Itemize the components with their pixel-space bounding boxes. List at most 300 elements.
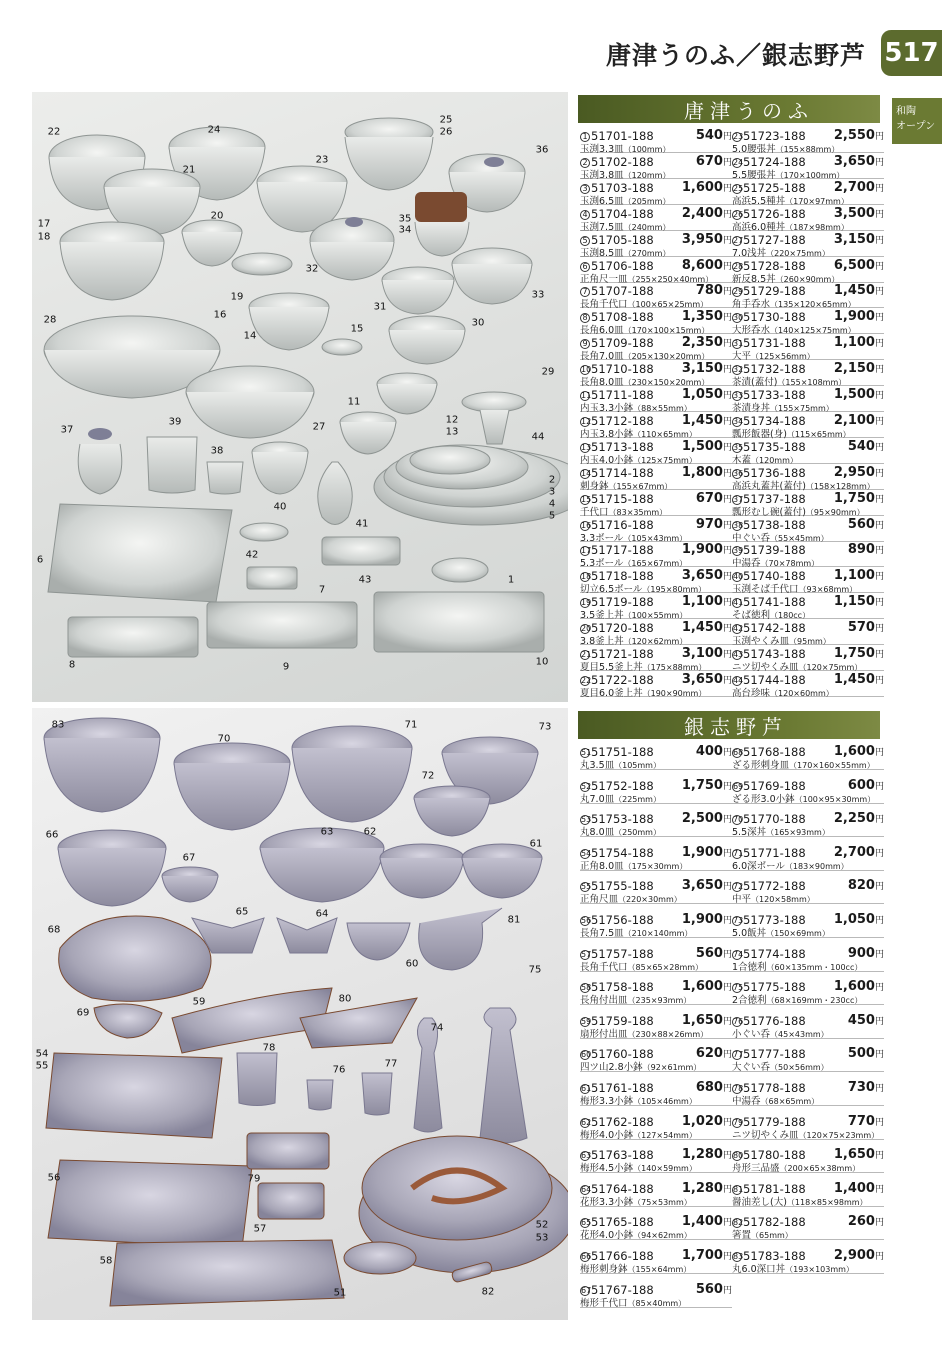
price-unit: 円 [874,848,884,859]
price-value: 620 [695,1046,723,1062]
product-item [580,1046,732,1072]
product-dimensions: （105×43mm） [623,533,688,543]
product-item [580,1214,732,1240]
product-index: 62 [581,1117,592,1127]
price-value: 1,650 [681,1012,723,1028]
product-number: 51709-188 [591,336,654,351]
product-number: 51760-188 [591,1047,654,1062]
price-unit: 円 [722,157,732,168]
price-value: 2,950 [833,464,875,480]
product-name: 刺身鉢 [580,480,609,492]
product-index: 72 [733,882,744,892]
product-index: 21 [581,650,592,659]
price-unit: 円 [722,442,732,453]
photo-reference-number: 5 [548,510,556,522]
product-name: 長角6.0皿 [580,325,624,337]
photo-reference-number: 16 [213,309,227,321]
product-dimensions: （70×78mm） [760,559,820,569]
product-number: 51737-188 [743,491,806,506]
product-number: 51762-188 [591,1114,654,1129]
price-value: 1,150 [833,594,875,610]
product-number: 51731-188 [743,336,806,351]
photo-reference-number: 20 [210,210,224,222]
product-description [732,659,862,673]
product-item [580,232,732,257]
product-description [732,322,856,336]
photo-reference-number: 58 [99,1255,113,1267]
product-name: 内玉4.0小鉢 [580,454,634,466]
product-description [732,1026,829,1040]
product-description [580,1026,708,1040]
price-value: 1,750 [833,646,875,661]
product-description [580,167,670,181]
photo-reference-number: 79 [247,1173,261,1185]
photo-reference-number: 64 [315,908,329,920]
price-unit: 円 [722,598,732,609]
price-unit: 円 [722,949,732,960]
product-name: 花形4.0小鉢 [580,1230,634,1242]
product-number: 51738-188 [743,517,806,532]
photo-reference-number: 3 [548,486,556,498]
product-number: 51751-188 [591,745,654,759]
side-tab-line2: オープン [896,121,936,132]
product-name: 長角千代口 [580,299,628,311]
product-price [834,811,884,826]
price-value: 1,600 [833,979,875,995]
price-unit: 円 [874,1084,884,1094]
price-unit: 円 [874,209,884,220]
price-unit: 円 [722,520,732,531]
product-dimensions: （135×120×65mm） [770,300,856,310]
product-name: 木蓋 [732,454,752,466]
price-unit: 円 [874,468,884,479]
product-index: 12 [581,416,592,426]
product-number: 51725-188 [743,180,806,195]
price-value: 2,550 [833,128,875,143]
product-item [580,811,732,837]
product-number: 51704-188 [591,206,654,221]
product-number: 51730-188 [743,310,806,325]
product-index: 3 [580,184,590,194]
product-name: 高浜5.5種丼 [732,195,786,207]
price-unit: 円 [874,494,884,505]
price-unit: 円 [874,313,884,324]
product-name: 夏目6.0釜上丼 [580,687,643,699]
product-number: 51766-188 [591,1249,654,1263]
photo-reference-number: 29 [541,366,555,378]
product-number: 51763-188 [591,1148,654,1163]
photo-reference-number: 4 [548,498,556,510]
product-price [696,491,732,506]
price-value: 1,500 [833,387,875,402]
product-item [732,1013,884,1039]
product-dimensions: （95×90mm） [805,507,865,517]
photo-reference-number: 28 [43,314,57,326]
product-number: 51768-188 [743,745,806,759]
price-unit: 円 [874,572,884,583]
photo-reference-number: 60 [405,958,419,970]
product-dimensions: （155×64mm） [627,1265,692,1274]
price-value: 820 [847,878,875,894]
price-unit: 円 [874,416,884,427]
product-item [732,180,884,205]
product-dimensions: （93×68mm） [798,585,858,595]
product-description [732,581,857,595]
product-index: 63 [581,1151,592,1161]
product-index: 2 [580,158,590,168]
photo-reference-number: 74 [430,1022,444,1034]
product-number: 51759-188 [591,1013,654,1028]
photo-reference-number: 26 [439,126,453,138]
product-number: 51728-188 [743,258,806,273]
product-index: 15 [581,494,592,504]
product-name: 高浜6.0種丼 [732,221,786,233]
product-price [682,811,732,826]
price-unit: 円 [722,1050,732,1061]
price-unit: 円 [874,261,884,272]
product-price [834,672,884,687]
price-unit: 円 [722,235,732,246]
product-item [580,744,732,770]
price-unit: 円 [722,391,732,401]
product-index: 26 [733,209,744,219]
product-dimensions: （155×88mm） [775,145,840,154]
product-description [580,1261,691,1275]
product-index: 39 [733,546,744,556]
photo-reference-number: 54 [35,1048,49,1060]
price-value: 500 [847,1046,875,1062]
product-number: 51723-188 [743,129,806,143]
product-dimensions: （88×55mm） [633,404,692,413]
price-unit: 円 [874,781,884,792]
product-index: 33 [733,391,744,400]
product-name: 丸3.5皿 [580,760,615,771]
photo-reference-number: 2 [548,474,556,486]
product-name: 5.5腰張丼 [732,169,776,181]
product-index: 34 [733,416,744,426]
product-price [848,878,884,893]
product-item [732,1214,884,1240]
product-description [732,219,849,233]
product-name: 5.0腰張丼 [732,144,776,155]
product-index: 13 [581,442,592,452]
product-description [732,271,839,285]
product-dimensions: （140×59mm） [633,1164,697,1174]
product-number: 51734-188 [743,413,806,428]
photo-reference-number: 63 [320,826,334,838]
product-description [580,1295,686,1309]
product-number: 51770-188 [743,812,806,827]
price-value: 1,400 [833,1180,875,1196]
price-value: 2,700 [833,844,875,860]
product-dimensions: （155×75mm） [770,404,834,413]
product-item [732,1248,884,1274]
product-dimensions: （65mm） [751,1231,793,1241]
product-item [580,387,732,412]
product-index: 83 [733,1252,744,1261]
product-name: 内玉3.8小鉢 [580,428,634,440]
price-value: 3,650 [833,153,875,169]
price-value: 670 [695,490,723,506]
product-dimensions: （190×90mm） [642,688,707,698]
product-price [848,1013,884,1028]
product-item [732,912,884,938]
price-value: 670 [695,153,723,169]
product-index: 16 [581,520,592,530]
product-item [580,361,732,389]
price-unit: 円 [874,132,884,142]
product-description [732,791,875,805]
price-unit: 円 [722,1184,732,1195]
product-index: 31 [733,339,744,349]
product-index: 77 [733,1050,744,1060]
product-number: 51772-188 [743,879,806,894]
product-description [580,685,706,699]
photo-reference-number: 12 [445,414,459,426]
product-index: 40 [733,572,744,582]
price-unit: 円 [874,339,884,350]
product-name: 丸6.0深口丼 [732,1264,786,1275]
product-dimensions: （105mm） [614,761,661,770]
product-name: 中湯呑 [732,1096,761,1107]
product-number: 51752-188 [591,778,654,793]
product-index: 54 [581,848,592,858]
photo-reference-number: 53 [535,1232,549,1244]
product-index: 14 [581,468,592,478]
side-tab[interactable] [892,98,942,144]
product-index: 20 [581,624,592,634]
price-value: 1,450 [833,283,875,299]
product-index: 57 [581,949,592,959]
product-number: 51761-188 [591,1081,654,1095]
product-item [580,878,732,904]
product-description [732,757,875,771]
price-value: 600 [847,777,875,793]
product-number: 51708-188 [591,310,654,325]
product-item [580,594,732,622]
product-name: 丸7.0皿 [580,793,615,805]
product-number: 51736-188 [743,465,806,480]
product-name: 高台珍味 [732,687,771,699]
product-name: 2合徳利 [732,995,767,1007]
product-dimensions: （205mm） [623,196,671,206]
photo-reference-number: 81 [507,914,521,926]
product-index: 51 [581,748,592,757]
product-index: 76 [733,1016,744,1026]
product-name: 玉渕そば千代口 [732,584,799,596]
price-unit: 円 [874,983,884,994]
product-item [732,1080,884,1106]
price-value: 1,400 [681,1214,723,1230]
price-unit: 円 [722,675,732,686]
price-unit: 円 [722,781,732,792]
photo-reference-number: 62 [363,826,377,838]
product-dimensions: （255×250×40mm） [627,274,714,284]
product-item [732,744,884,770]
product-name: 夏目5.5釜上丼 [580,662,643,673]
product-dimensions: （115×65mm） [786,429,851,439]
product-index: 17 [581,546,592,556]
product-item [732,594,884,622]
product-dimensions: （250mm） [614,828,661,838]
product-index: 79 [733,1117,744,1127]
product-price [682,845,732,860]
product-name: 大平 [732,351,752,363]
product-item [580,309,732,337]
photo-reference-number: 33 [531,289,545,301]
price-unit: 円 [874,1252,884,1262]
photo-reference-number: 51 [333,1287,347,1299]
product-name: 花形3.3小鉢 [580,1196,634,1208]
product-description [580,1127,697,1141]
price-unit: 円 [722,183,732,194]
price-unit: 円 [722,132,732,142]
product-price [696,1080,732,1095]
price-unit: 円 [874,650,884,660]
product-name: 四ツ山2.8小鉢 [580,1062,643,1074]
price-value: 1,350 [681,309,723,325]
product-number: 51701-188 [591,129,654,143]
product-item [580,568,732,596]
product-price [682,594,732,609]
product-item [580,1181,732,1207]
price-value: 3,500 [833,205,875,221]
product-index: 44 [733,675,744,685]
product-dimensions: （85×40mm） [627,1298,687,1308]
price-value: 1,020 [681,1113,723,1129]
product-item [580,335,732,363]
product-name: ざる形3.0小鉢 [732,793,795,805]
price-unit: 円 [722,209,732,220]
product-item [732,878,884,904]
product-description [580,452,697,466]
product-index: 9 [580,339,590,349]
product-description [580,925,692,939]
product-name: 1合徳利 [732,961,767,973]
product-description [732,633,831,647]
product-name: 長角千代口 [580,961,628,973]
product-name: 中ぐい呑 [732,532,771,544]
product-description [732,245,830,259]
product-description [580,193,670,207]
product-description [732,992,862,1006]
product-name: 7.0浅丼 [732,247,767,259]
photo-reference-number: 65 [235,906,249,918]
product-name: 千代口 [580,506,609,518]
product-name: 5.0飯丼 [732,928,767,939]
price-unit: 円 [874,675,884,686]
product-index: 64 [581,1184,592,1194]
product-number: 51771-188 [743,845,806,860]
product-item [580,180,732,205]
product-number: 51782-188 [743,1215,806,1230]
karatsu-photo-illustration [32,92,568,702]
product-item [580,1114,732,1140]
price-value: 1,900 [833,309,875,325]
price-unit: 円 [722,313,732,324]
product-description [732,400,834,414]
price-value: 1,050 [833,912,875,927]
product-dimensions: （110×65mm） [633,429,697,439]
price-unit: 円 [874,748,884,758]
product-name: 大ぐい呑 [732,1062,771,1074]
product-description [580,141,670,155]
price-value: 1,600 [833,744,875,759]
photo-reference-number: 1 [507,574,515,586]
product-price [834,335,884,350]
product-item [580,154,732,179]
product-item [732,811,884,837]
price-value: 1,100 [681,594,723,610]
product-item [732,206,884,231]
product-name: 正角尺皿 [580,894,619,906]
price-value: 1,750 [681,777,723,793]
product-dimensions: （83×35mm） [608,507,668,517]
photo-reference-number: 67 [182,852,196,864]
product-item [580,620,732,648]
price-unit: 円 [874,365,884,376]
product-index: 24 [733,157,744,167]
product-price [682,465,732,480]
product-item [580,283,732,311]
product-name: 正角尺一皿 [580,273,628,285]
product-number: 51729-188 [743,284,806,299]
photo-reference-number: 24 [207,124,221,136]
price-value: 2,500 [681,811,723,827]
product-name: 箸置 [732,1230,752,1242]
price-unit: 円 [874,598,884,609]
product-description [732,925,830,939]
page-number: 517 [881,30,942,76]
product-index: 43 [733,650,744,659]
price-unit: 円 [722,1151,732,1162]
product-name: 大形呑水 [732,325,771,337]
product-number: 51754-188 [591,845,654,860]
price-value: 3,100 [681,646,723,661]
product-index: 38 [733,520,744,530]
photo-reference-number: 40 [273,501,287,513]
price-unit: 円 [722,983,732,994]
product-name: 中平 [732,894,752,906]
price-value: 6,500 [833,257,875,273]
product-name: 3.3ボール [580,532,624,544]
price-unit: 円 [874,520,884,531]
price-value: 1,750 [833,490,875,506]
price-value: 1,450 [681,620,723,636]
photo-reference-number: 15 [350,323,364,335]
product-index: 81 [733,1184,744,1194]
product-price [848,1046,884,1061]
product-index: 6 [580,262,590,272]
photo-reference-number: 73 [538,721,552,733]
product-price [682,778,732,793]
product-index: 73 [733,916,744,925]
product-number: 51713-188 [591,439,654,454]
product-number: 51705-188 [591,232,654,247]
photo-reference-number: 38 [210,445,224,457]
product-item [732,542,884,570]
price-value: 560 [847,516,875,532]
product-name: 玉渕8.5皿 [580,247,624,259]
product-description [732,959,862,973]
product-dimensions: （230×150×20mm） [623,378,710,388]
product-number: 51717-188 [591,543,654,558]
product-index: 28 [733,261,744,271]
price-value: 570 [847,620,875,636]
product-index: 67 [581,1285,592,1295]
product-index: 78 [733,1084,744,1093]
product-description [732,478,875,492]
